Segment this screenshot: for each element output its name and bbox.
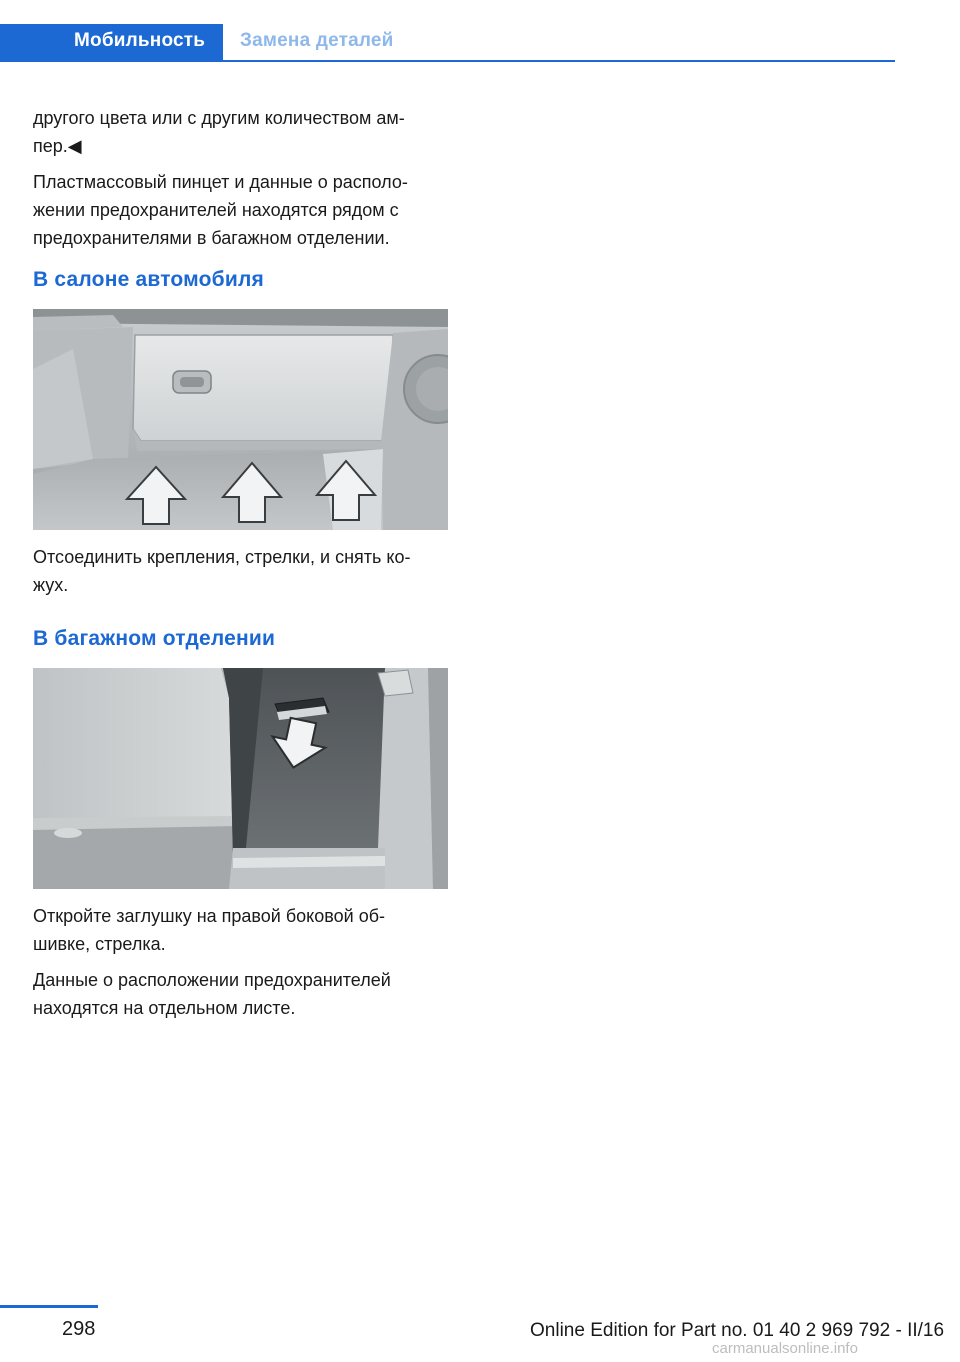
edition-notice: Online Edition for Part no. 01 40 2 969 792 - II/16 xyxy=(530,1320,945,1341)
watermark: carmanualsonline.info xyxy=(712,1340,858,1357)
caption-interior: Отсоединить крепления, стрелки, и снять ко- жух. xyxy=(33,547,411,595)
paragraph-tweezers: Пластмассовый пинцет и данные о располо- жении предохранителей находятся рядом с предохранителями в багажном отделении. xyxy=(33,172,408,248)
footer-divider xyxy=(0,1305,98,1308)
glovebox-arrows-illustration xyxy=(33,309,448,530)
paragraph-continued: другого цвета или с другим количеством ам- пер.◀ xyxy=(33,108,405,156)
subsection-label: Замена деталей xyxy=(240,30,394,51)
heading-interior: В салоне автомобиля xyxy=(33,268,264,291)
running-header xyxy=(0,0,895,62)
page-number: 298 xyxy=(62,1318,96,1340)
paragraph-separate-sheet: Данные о расположении предохранителей находятся на отдельном листе. xyxy=(33,970,391,1018)
section-tab-mobility xyxy=(0,24,223,61)
header-divider xyxy=(0,60,895,62)
heading-trunk: В багажном отделении xyxy=(33,627,276,650)
section-tab-label: Мобильность xyxy=(74,30,206,51)
figure-interior-fuse-cover xyxy=(33,309,448,530)
caption-trunk: Откройте заглушку на правой боковой об- шивке, стрелка. xyxy=(33,906,386,954)
figure-trunk-fuse-cover xyxy=(33,668,448,889)
trunk-cover-arrow-illustration xyxy=(33,668,448,889)
